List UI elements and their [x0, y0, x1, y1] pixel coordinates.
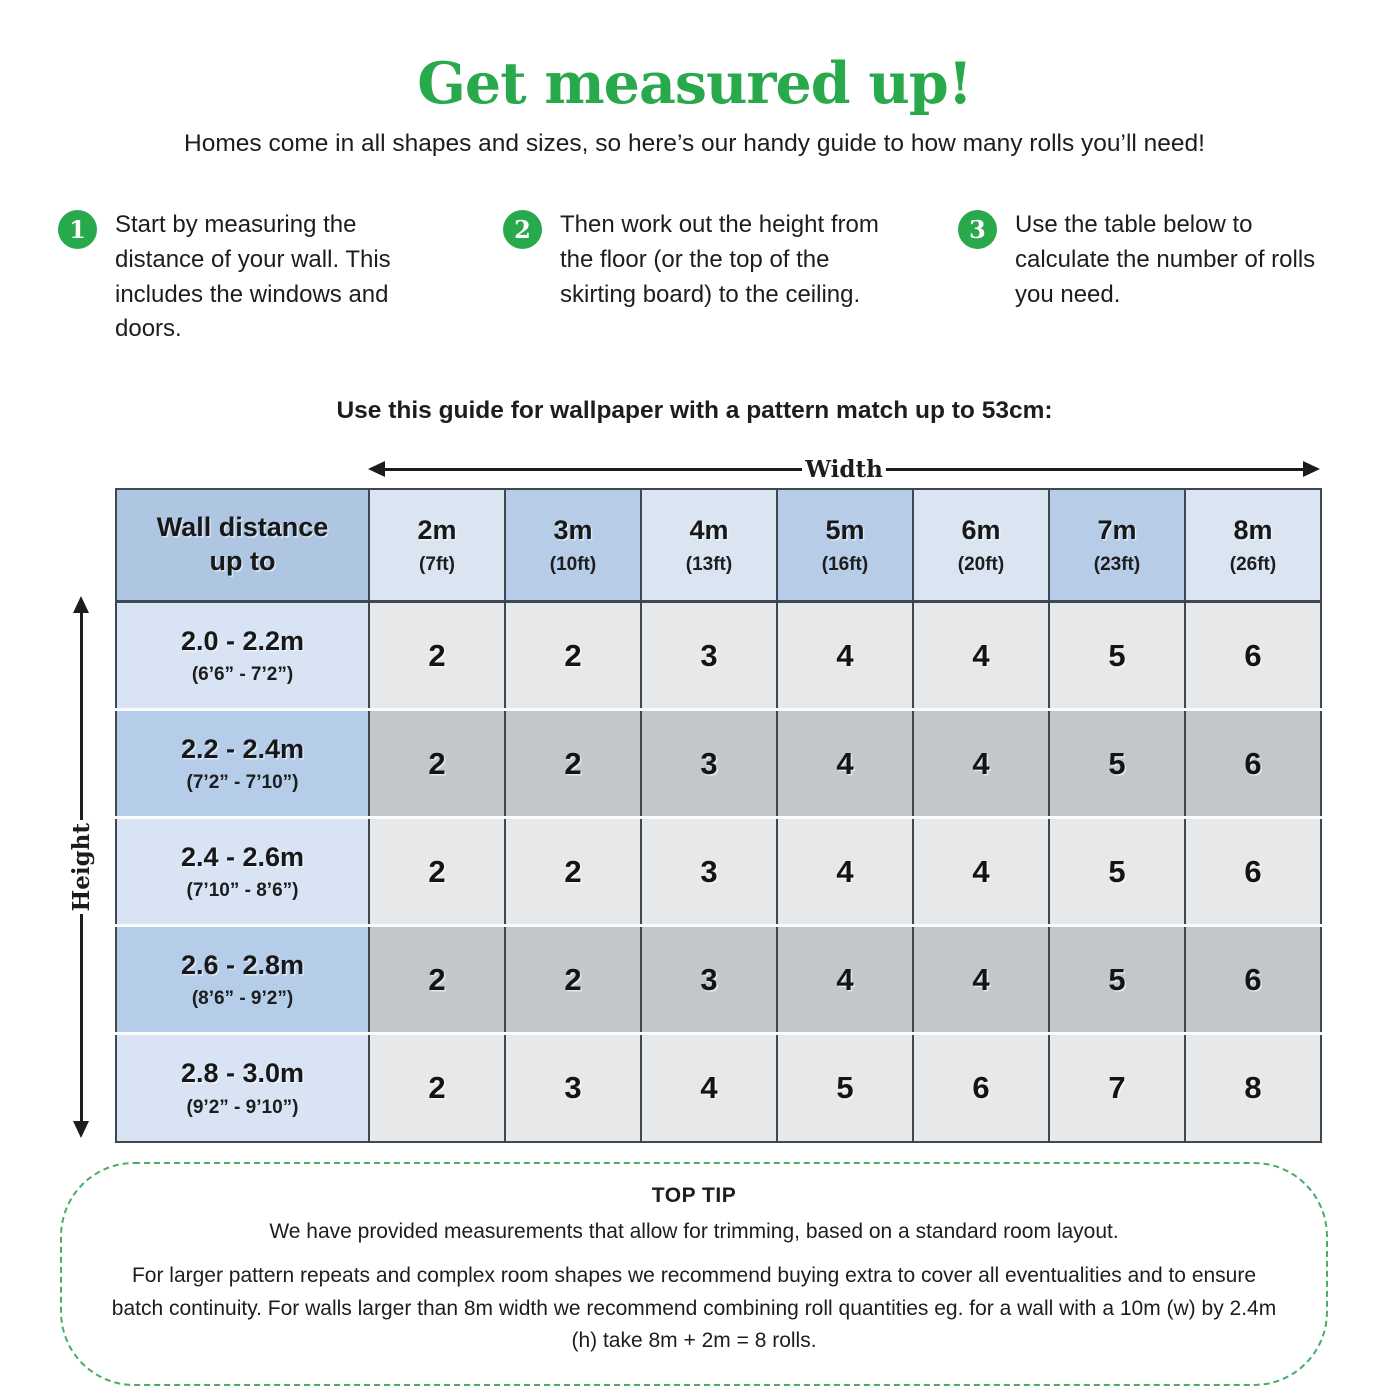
width-column-header-3m [505, 489, 641, 602]
column-ft-label: (13ft) [685, 553, 733, 575]
width-column-header-7m [1049, 489, 1185, 602]
page-subtitle: Homes come in all shapes and sizes, so here’s our handy guide to how many rolls you’ll need! [184, 130, 1205, 157]
rolls-value: 4 [641, 1034, 777, 1142]
height-row-header-5 [116, 1034, 369, 1142]
row-ft-label: (6’6” - 7’2”) [191, 664, 294, 686]
rolls-value: 5 [777, 1034, 913, 1142]
width-column-header-4m [641, 489, 777, 602]
height-axis-arrow [63, 596, 99, 1138]
rolls-value: 4 [777, 926, 913, 1034]
rolls-value: 4 [913, 602, 1049, 710]
step-1-number-badge: 1 [58, 210, 97, 249]
rolls-value: 6 [1185, 710, 1321, 818]
height-row-header-3 [116, 818, 369, 926]
corner-header-line1: Wall distance [156, 512, 329, 543]
rolls-value: 5 [1049, 602, 1185, 710]
arrow-up-icon [73, 596, 89, 613]
page-title: Get measured up! [417, 50, 972, 117]
column-ft-label: (16ft) [821, 553, 869, 575]
rolls-value: 4 [777, 818, 913, 926]
rolls-value: 5 [1049, 818, 1185, 926]
rolls-value: 4 [913, 710, 1049, 818]
row-range-label: 2.6 - 2.8m [180, 949, 305, 980]
column-m-label: 5m [825, 515, 865, 546]
row-ft-label: (8’6” - 9’2”) [191, 988, 294, 1010]
table-row [116, 1034, 1321, 1142]
arrow-right-icon [1303, 461, 1320, 477]
rolls-value: 2 [505, 710, 641, 818]
height-row-header-4 [116, 926, 369, 1034]
width-arrow-line [886, 468, 1303, 471]
rolls-value: 2 [369, 602, 505, 710]
rolls-value: 6 [1185, 818, 1321, 926]
top-tip-box [60, 1162, 1328, 1386]
rolls-table-wrap [115, 488, 1322, 1143]
rolls-value: 3 [641, 602, 777, 710]
steps-section [0, 208, 1389, 368]
column-m-label: 8m [1233, 515, 1273, 546]
step-1 [58, 208, 436, 347]
row-range-label: 2.4 - 2.6m [180, 841, 305, 872]
corner-header-line2: up to [209, 546, 276, 576]
column-m-label: 6m [961, 515, 1001, 546]
rolls-value: 4 [913, 926, 1049, 1034]
row-range-label: 2.8 - 3.0m [180, 1057, 305, 1088]
row-ft-label: (9’2” - 9’10”) [186, 1096, 299, 1118]
rolls-value: 4 [777, 710, 913, 818]
height-axis-label: Height [67, 822, 95, 912]
rolls-value: 2 [369, 1034, 505, 1142]
row-range-label: 2.2 - 2.4m [180, 733, 305, 764]
table-header-row [116, 489, 1321, 602]
rolls-value: 7 [1049, 1034, 1185, 1142]
width-arrow-line [385, 468, 802, 471]
table-row [116, 602, 1321, 710]
top-tip-title: TOP TIP [651, 1184, 737, 1207]
top-tip-text-2: For larger pattern repeats and complex room shapes we recommend buying extra to cover all eventualities and to ensure batch continuity. For walls larger than 8m width we recommend combining roll quantities eg. for a wall with a 10m (w) by 2.4m (h) take 8m + 2m = 8 rolls. [111, 1264, 1277, 1353]
rolls-table [115, 488, 1322, 1143]
width-axis-label: Width [805, 455, 883, 483]
rolls-value: 3 [641, 926, 777, 1034]
step-2-text: Then work out the height from the floor (or the top of the skirting board) to the ceiling. [560, 211, 879, 308]
step-3-number-badge: 3 [958, 210, 997, 249]
height-arrow-line [80, 613, 83, 820]
rolls-value: 6 [913, 1034, 1049, 1142]
width-column-header-6m [913, 489, 1049, 602]
column-ft-label: (26ft) [1229, 553, 1277, 575]
width-column-header-2m [369, 489, 505, 602]
rolls-value: 2 [505, 818, 641, 926]
width-column-header-5m [777, 489, 913, 602]
column-ft-label: (7ft) [419, 553, 455, 575]
rolls-value: 2 [369, 818, 505, 926]
rolls-value: 4 [913, 818, 1049, 926]
rolls-value: 2 [369, 926, 505, 1034]
height-row-header-1 [116, 602, 369, 710]
rolls-value: 2 [505, 926, 641, 1034]
column-m-label: 3m [553, 515, 593, 546]
column-m-label: 2m [417, 515, 457, 546]
table-row [116, 926, 1321, 1034]
rolls-value: 2 [369, 710, 505, 818]
rolls-value: 3 [641, 710, 777, 818]
column-ft-label: (10ft) [549, 553, 597, 575]
arrow-down-icon [73, 1121, 89, 1138]
height-arrow-line [80, 914, 83, 1121]
step-1-text: Start by measuring the distance of your wall. This includes the windows and doors. [115, 211, 391, 343]
rolls-value: 2 [505, 602, 641, 710]
step-2 [503, 208, 901, 312]
rolls-value: 4 [777, 602, 913, 710]
rolls-value: 5 [1049, 710, 1185, 818]
arrow-left-icon [368, 461, 385, 477]
top-tip-text-1: We have provided measurements that allow for trimming, based on a standard room layout. [269, 1220, 1119, 1243]
guide-heading: Use this guide for wallpaper with a pattern match up to 53cm: [336, 397, 1053, 424]
width-column-header-8m [1185, 489, 1321, 602]
column-ft-label: (23ft) [1093, 553, 1141, 575]
column-ft-label: (20ft) [957, 553, 1005, 575]
step-3-text: Use the table below to calculate the number of rolls you need. [1015, 211, 1316, 308]
step-2-number-badge: 2 [503, 210, 542, 249]
rolls-value: 5 [1049, 926, 1185, 1034]
height-row-header-2 [116, 710, 369, 818]
rolls-value: 3 [641, 818, 777, 926]
width-axis-arrow [368, 455, 1320, 483]
row-range-label: 2.0 - 2.2m [180, 625, 305, 656]
column-m-label: 4m [689, 515, 729, 546]
rolls-value: 6 [1185, 602, 1321, 710]
column-m-label: 7m [1097, 515, 1137, 546]
step-3 [958, 208, 1318, 312]
corner-header [116, 489, 369, 602]
rolls-value: 3 [505, 1034, 641, 1142]
rolls-value: 6 [1185, 926, 1321, 1034]
table-row [116, 818, 1321, 926]
table-row [116, 710, 1321, 818]
row-ft-label: (7’10” - 8’6”) [186, 880, 299, 902]
rolls-value: 8 [1185, 1034, 1321, 1142]
row-ft-label: (7’2” - 7’10”) [186, 772, 299, 794]
